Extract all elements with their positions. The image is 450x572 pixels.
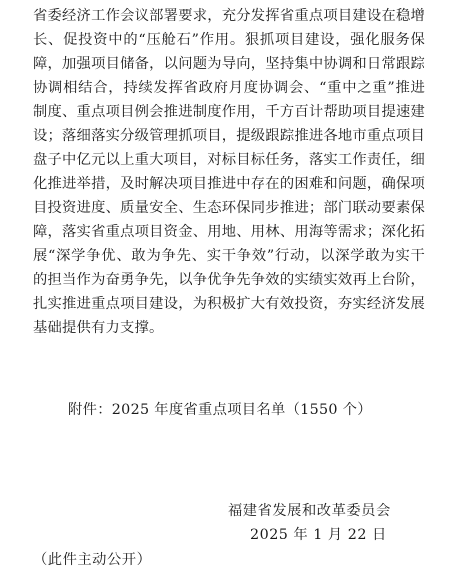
body-line: 制度、重点项目例会推进制度作用，千方百计帮助项目提速建 [33,104,425,120]
body-line: 障，落实省重点项目资金、用地、用林、用海等需求；深化拓 [33,224,425,240]
body-line: 基础提供有力支撑。 [33,320,164,336]
body-line: 障，加强项目储备，以问题为导向，坚持集中协调和日常跟踪 [33,56,425,72]
body-line: 展“深学争优、敢为争先、实干争效”行动，以深学敢为实干 [33,248,425,264]
body-line: 扎实推进重点项目建设，为积极扩大有效投资，夯实经济发展 [33,296,425,312]
body-line: 设；落细落实分级管理抓项目，提级跟踪推进各地市重点项目 [33,128,425,144]
issuing-organization: 福建省发展和改革委员会 [228,503,391,519]
issue-date: 2025 年 1 月 22 日 [250,527,387,543]
body-line: 省委经济工作会议部署要求，充分发挥省重点项目建设在稳增 [33,8,425,24]
body-line: 的担当作为奋勇争先，以争优争先争效的实绩实效再上台阶， [33,272,425,288]
attachment-note: 附件：2025 年度省重点项目名单（1550 个） [68,402,372,418]
body-line: 化推进举措，及时解决项目推进中存在的困难和问题，确保项 [33,176,425,192]
public-disclosure-note: （此件主动公开） [33,552,152,568]
body-line: 协调相结合，持续发挥省政府月度协调会、“重中之重”推进 [33,80,425,96]
body-line: 长、促投资中的“压舱石”作用。狠抓项目建设，强化服务保 [33,32,425,48]
body-line: 盘子中亿元以上重大项目，对标目标任务，落实工作责任，细 [33,152,425,168]
body-line: 目投资进度、质量安全、生态环保同步推进；部门联动要素保 [33,200,425,216]
